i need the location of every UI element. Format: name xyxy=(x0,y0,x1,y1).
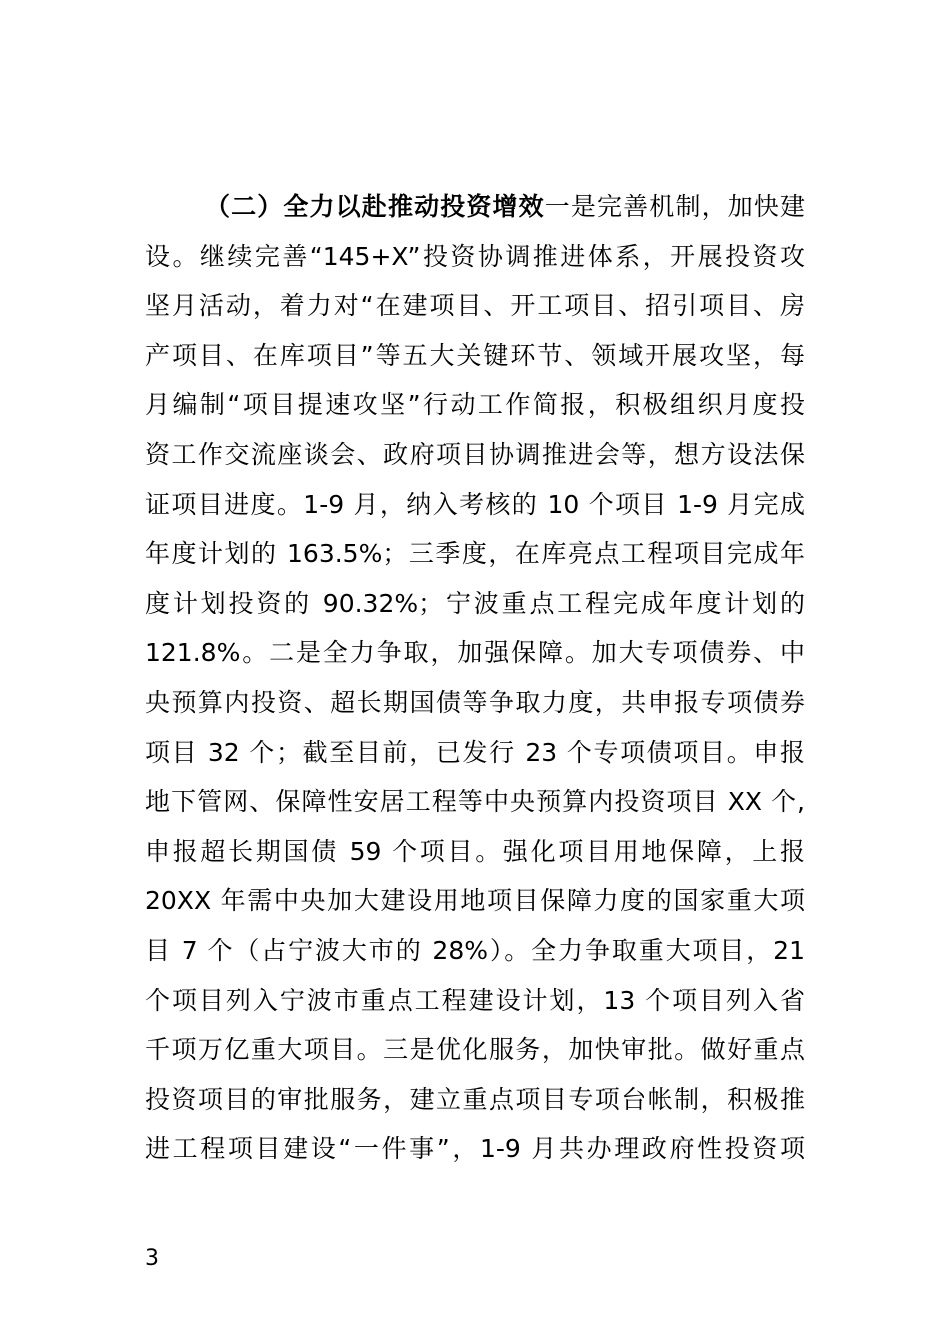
document-body xyxy=(145,182,805,1174)
paragraph-line: 地下管网、保障性安居工程等中央预算内投资项目 XX 个, xyxy=(145,787,805,817)
paragraph-line: 央预算内投资、超长期国债等争取力度，共申报专项债券 xyxy=(145,687,805,717)
paragraph-line: 千项万亿重大项目。三是优化服务，加快审批。做好重点 xyxy=(145,1035,805,1065)
line-text: 一是完善机制，加快建 xyxy=(544,192,805,221)
paragraph-line: 月编制“项目提速攻坚”行动工作简报，积极组织月度投 xyxy=(145,390,805,420)
page-number: 3 xyxy=(145,1246,159,1271)
paragraph-line: 年度计划的 163.5%；三季度，在库亮点工程项目完成年 xyxy=(145,539,805,569)
paragraph-line xyxy=(145,182,805,232)
paragraph-line: 资工作交流座谈会、政府项目协调推进会等，想方设法保 xyxy=(145,439,805,469)
paragraph-line: 目 7 个（占宁波大市的 28%）。全力争取重大项目，21 xyxy=(145,935,805,965)
paragraph-line: 坚月活动，着力对“在建项目、开工项目、招引项目、房 xyxy=(145,291,805,321)
paragraph-line: 设。继续完善“145+X”投资协调推进体系，开展投资攻 xyxy=(145,241,805,271)
paragraph-line: 20XX 年需中央加大建设用地项目保障力度的国家重大项 xyxy=(145,886,805,916)
paragraph-line: 项目 32 个；截至目前，已发行 23 个专项债项目。申报 xyxy=(145,737,805,767)
section-heading: （二）全力以赴推动投资增效 xyxy=(205,192,545,221)
paragraph-line: 申报超长期国债 59 个项目。强化项目用地保障，上报 xyxy=(145,836,805,866)
paragraph-line: 产项目、在库项目”等五大关键环节、领域开展攻坚，每 xyxy=(145,340,805,370)
paragraph-line: 投资项目的审批服务，建立重点项目专项台帐制，积极推 xyxy=(145,1084,805,1114)
paragraph-line: 121.8%。二是全力争取，加强保障。加大专项债券、中 xyxy=(145,638,805,668)
paragraph-line: 度计划投资的 90.32%；宁波重点工程完成年度计划的 xyxy=(145,588,805,618)
paragraph-line: 进工程项目建设“一件事”，1-9 月共办理政府性投资项 xyxy=(145,1134,805,1164)
paragraph-line: 证项目进度。1-9 月，纳入考核的 10 个项目 1-9 月完成 xyxy=(145,489,805,519)
paragraph-line: 个项目列入宁波市重点工程建设计划，13 个项目列入省 xyxy=(145,985,805,1015)
